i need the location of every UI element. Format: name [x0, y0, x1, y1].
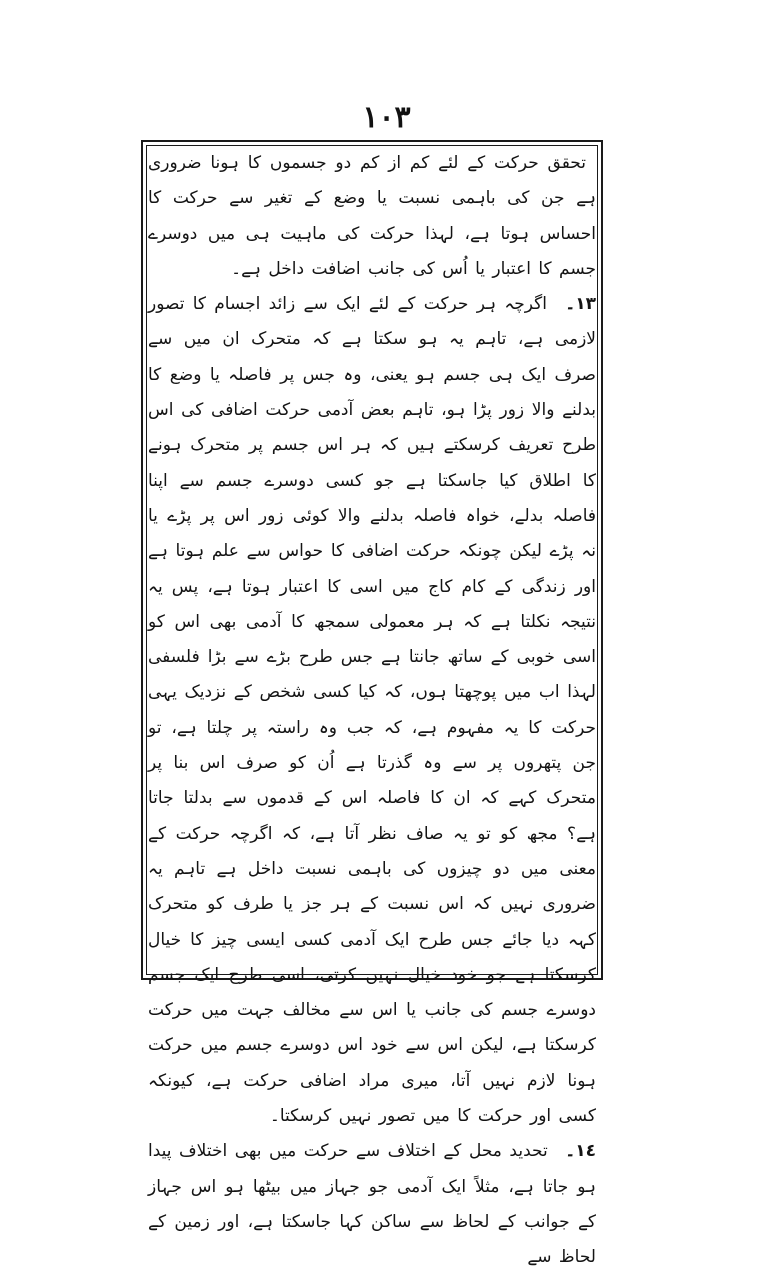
- paragraph-text: تحقق حرکت کے لئے کم از کم دو جسموں کا ہونا ضروری ہے جن کی باہمی نسبت یا وضع کے تغیر سے حرکت کا احساس ہوتا ہے، لہذا حرکت کی ماہیت ہی میں دوسرے جسم کا اعتبار یا اُس کی جانب اضافت داخل ہے۔: [148, 153, 596, 279]
- paragraph-text: تحدید محل کے اختلاف سے حرکت میں بھی اختلاف پیدا ہو جاتا ہے، مثلاً ایک آدمی جو جہاز میں بیٹھا ہو اس جہاز کے جوانب کے لحاظ سے ساکن کہا جاسکتا ہے، اور زمین کے لحاظ سے: [148, 1141, 596, 1268]
- paragraph-number: ١٣۔: [565, 294, 596, 315]
- paragraph: [148, 1134, 596, 1275]
- paragraph-number: ١٤۔: [565, 1141, 597, 1162]
- paragraph-text: اگرچہ ہر حرکت کے لئے ایک سے زائد اجسام کا تصور لازمی ہے، تاہم یہ ہو سکتا ہے کہ متحرک ان میں سے صرف ایک ہی جسم ہو یعنی، وہ جس پر فاصلہ یا وضع کا بدلنے والا زور پڑا ہو، تاہم بعض آدمی حرکت اضافی کی اس طرح تعریف کرسکتے ہیں کہ ہر اس جسم پر متحرک ہونے کا اطلاق کیا جاسکتا ہے جو کسی دوسرے جسم سے اپنا فاصلہ بدلے، خواہ فاصلہ بدلنے والا کوئی زور اس پر پڑے یا نہ پڑے لیکن چونکہ حرکت اضافی کا حواس سے علم ہوتا ہے اور زندگی کے کام کاج میں اسی کا اعتبار ہوتا ہے، پس یہ نتیجہ نکلتا ہے کہ ہر معمولی سمجھ کا آدمی بھی اس کو اسی خوبی کے ساتھ جانتا ہے جس طرح بڑے سے بڑا فلسفی لہذا اب میں پوچھتا ہوں، کہ کیا کسی شخص کے نزدیک یہی حرکت کا یہ مفہوم ہے، کہ جب وہ راستہ پر چلتا ہے، تو جن پتھروں پر سے وہ گذرتا ہے اُن کو صرف اس بنا پر متحرک کہے کہ ان کا فاصلہ اس کے قدموں سے بدلتا جاتا ہے؟ مجھ کو تو یہ صاف نظر آتا ہے، کہ اگرچہ حرکت کے معنی میں دو چیزوں کی باہمی نسبت داخل ہے تاہم یہ ضروری نہیں کہ اس نسبت کے ہر جز یا طرف کو متحرک کہہ دیا جائے جس طرح ایک آدمی کسی ایسی چیز کا خیال کرسکتا ہے جو خود خیال نہیں کرتی، اسی طرح ایک جسم دوسرے جسم کی جانب یا اس سے مخالف جہت میں حرکت کرسکتا ہے، لیکن اس سے خود اس دوسرے جسم میں حرکت ہونا لازم نہیں آتا، میری مراد اضافی حرکت ہے، کیونکہ کسی اور حرکت کا میں تصور نہیں کرسکتا۔: [148, 294, 596, 1127]
- paragraph: [148, 287, 596, 1134]
- paragraph: [148, 146, 596, 287]
- text-body: [148, 146, 597, 1268]
- page-number: ١٠٣: [362, 100, 411, 135]
